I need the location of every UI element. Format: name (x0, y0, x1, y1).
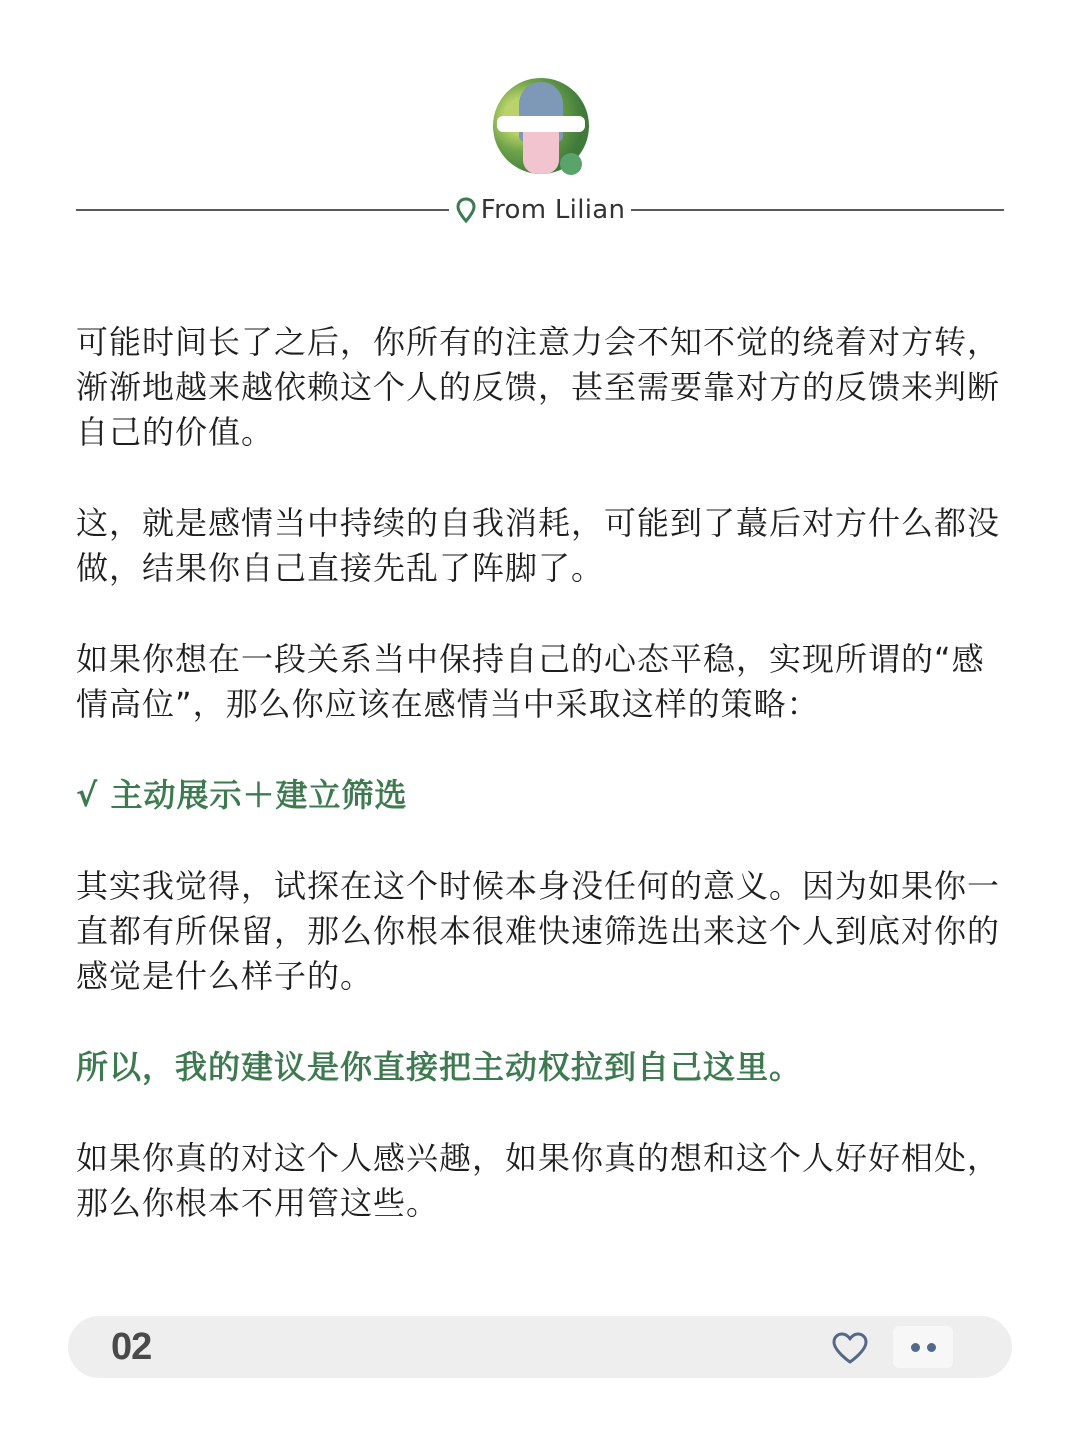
divider-line-right (631, 209, 1004, 211)
article-body (76, 320, 1006, 1272)
paragraph: 其实我觉得，试探在这个时候本身没任何的意义。因为如果你一直都有所保留，那么你根本很难快速筛选出来这个人到底对你的感觉是什么样子的。 (76, 867, 1001, 995)
paragraph: 如果你想在一段关系当中保持自己的心态平稳，实现所谓的“感情高位”，那么你应该在感情当中采取这样的策略： (76, 640, 985, 723)
author-tag (449, 195, 632, 225)
section-heading: √ 主动展示＋建立筛选 (76, 776, 408, 814)
paragraph: 如果你真的对这个人感兴趣，如果你真的想和这个人好好相处，那么你根本不用管这些。 (76, 1139, 1001, 1222)
more-dots-icon (927, 1343, 936, 1352)
author-divider (76, 196, 1004, 224)
more-dots-icon (911, 1343, 920, 1352)
heart-icon[interactable] (830, 1330, 870, 1366)
more-button[interactable] (893, 1326, 953, 1368)
highlight-paragraph: 所以，我的建议是你直接把主动权拉到自己这里。 (76, 1048, 803, 1086)
divider-line-left (76, 209, 449, 211)
avatar-blur-band (497, 116, 585, 132)
paragraph: 可能时间长了之后，你所有的注意力会不知不觉的绕着对方转，渐渐地越来越依赖这个人的反馈，甚至需要靠对方的反馈来判断自己的价值。 (76, 323, 1001, 451)
paragraph: 这，就是感情当中持续的自我消耗，可能到了蕞后对方什么都没做，结果你自己直接先乱了阵脚了。 (76, 504, 1001, 587)
page-footer-bar (68, 1316, 1012, 1378)
status-dot-icon (560, 153, 582, 175)
page-number: 02 (111, 1326, 152, 1368)
location-pin-icon (455, 197, 477, 223)
author-label: From Lilian (480, 195, 626, 225)
